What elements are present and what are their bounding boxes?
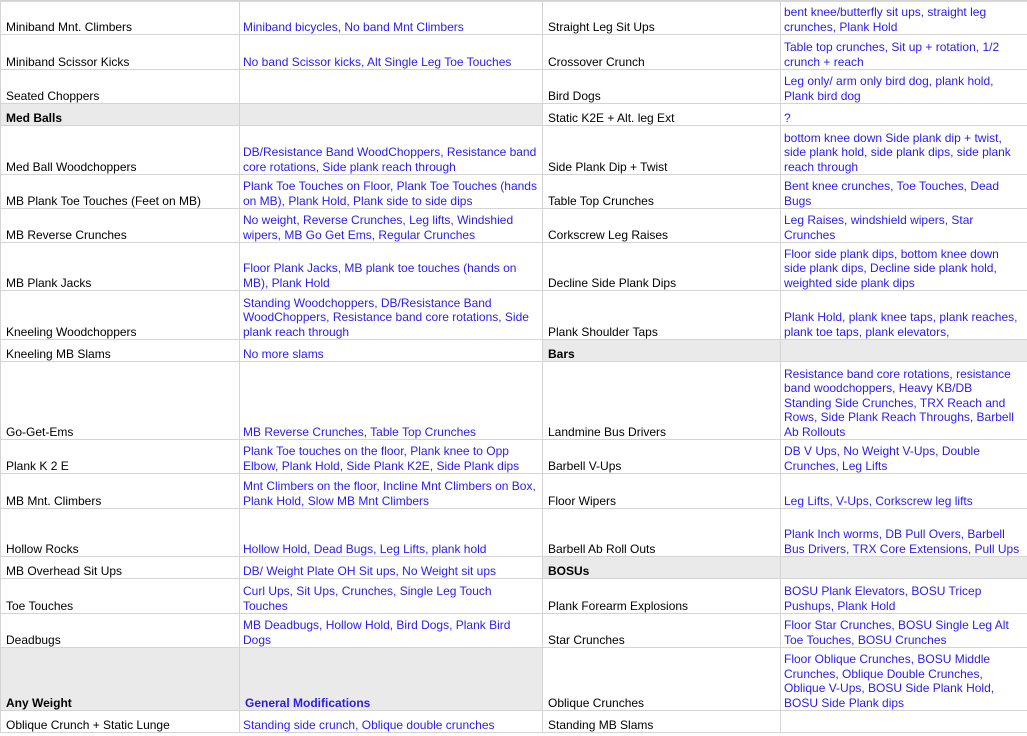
modification-cell[interactable]: Table top crunches, Sit up + rotation, 1/2 crunch + reach bbox=[781, 35, 1027, 70]
exercise-cell[interactable]: Table Top Crunches bbox=[543, 175, 781, 209]
exercise-cell[interactable]: Barbell Ab Roll Outs bbox=[543, 509, 781, 557]
table-row bbox=[1, 614, 1027, 648]
modification-cell[interactable]: MB Deadbugs, Hollow Hold, Bird Dogs, Plank Bird Dogs bbox=[240, 614, 543, 648]
table-row bbox=[1, 579, 1027, 614]
modification-cell[interactable]: Plank Hold, plank knee taps, plank reaches, plank toe taps, plank elevators, bbox=[781, 291, 1027, 340]
modification-cell[interactable] bbox=[781, 711, 1027, 733]
exercise-cell[interactable]: Corkscrew Leg Raises bbox=[543, 209, 781, 243]
table-row bbox=[1, 340, 1027, 362]
exercise-cell[interactable]: Barbell V-Ups bbox=[543, 440, 781, 474]
exercise-cell[interactable]: Hollow Rocks bbox=[1, 509, 240, 557]
modification-cell[interactable]: Miniband bicycles, No band Mnt Climbers bbox=[240, 1, 543, 35]
modification-cell[interactable]: Plank Toe touches on the floor, Plank knee to Opp Elbow, Plank Hold, Side Plank K2E, Side Plank dips bbox=[240, 440, 543, 474]
section-header-cell[interactable]: Med Balls bbox=[1, 104, 240, 126]
table-row bbox=[1, 474, 1027, 509]
exercise-cell[interactable]: Plank Forearm Explosions bbox=[543, 579, 781, 614]
table-row bbox=[1, 440, 1027, 474]
modification-cell[interactable]: No weight, Reverse Crunches, Leg lifts, Windshied wipers, MB Go Get Ems, Regular Crunches bbox=[240, 209, 543, 243]
exercise-cell[interactable]: MB Overhead Sit Ups bbox=[1, 557, 240, 579]
exercise-cell[interactable]: Seated Choppers bbox=[1, 70, 240, 104]
modification-cell[interactable]: Plank Inch worms, DB Pull Overs, Barbell Bus Drivers, TRX Core Extensions, Pull Ups bbox=[781, 509, 1027, 557]
exercise-cell[interactable]: Straight Leg Sit Ups bbox=[543, 1, 781, 35]
modification-cell[interactable]: Floor Oblique Crunches, BOSU Middle Crunches, Oblique Double Crunches, Oblique V-Ups, BOSU Side Plank Hold, BOSU Side Plank dips bbox=[781, 648, 1027, 711]
table-row bbox=[1, 70, 1027, 104]
modification-cell[interactable]: Standing Woodchoppers, DB/Resistance Band WoodChoppers, Resistance band core rotations, Side plank reach through bbox=[240, 291, 543, 340]
exercise-cell[interactable]: Static K2E + Alt. leg Ext bbox=[543, 104, 781, 126]
exercise-cell[interactable]: Decline Side Plank Dips bbox=[543, 243, 781, 291]
exercise-cell[interactable]: Star Crunches bbox=[543, 614, 781, 648]
modification-cell[interactable] bbox=[240, 70, 543, 104]
modification-cell[interactable]: Floor Star Crunches, BOSU Single Leg Alt Toe Touches, BOSU Crunches bbox=[781, 614, 1027, 648]
modification-cell[interactable]: ? bbox=[781, 104, 1027, 126]
table-row bbox=[1, 509, 1027, 557]
table-row bbox=[1, 648, 1027, 711]
modification-cell[interactable]: Bent knee crunches, Toe Touches, Dead Bugs bbox=[781, 175, 1027, 209]
exercise-cell[interactable]: Crossover Crunch bbox=[543, 35, 781, 70]
modification-cell[interactable]: MB Reverse Crunches, Table Top Crunches bbox=[240, 362, 543, 440]
table-row bbox=[1, 1, 1027, 35]
exercise-cell[interactable]: Plank K 2 E bbox=[1, 440, 240, 474]
section-header-cell[interactable]: Bars bbox=[543, 340, 781, 362]
section-header-cell[interactable]: BOSUs bbox=[543, 557, 781, 579]
modification-cell[interactable]: DB/ Weight Plate OH Sit ups, No Weight sit ups bbox=[240, 557, 543, 579]
section-header-cell[interactable]: Any Weight bbox=[1, 648, 240, 711]
modification-cell[interactable]: BOSU Plank Elevators, BOSU Tricep Pushups, Plank Hold bbox=[781, 579, 1027, 614]
general-modifications-header[interactable]: General Modifications bbox=[240, 648, 543, 711]
exercise-cell[interactable]: Bird Dogs bbox=[543, 70, 781, 104]
exercise-cell[interactable]: Miniband Mnt. Climbers bbox=[1, 1, 240, 35]
table-row bbox=[1, 291, 1027, 340]
modification-cell[interactable]: bottom knee down Side plank dip + twist, side plank hold, side plank dips, side plank reach through bbox=[781, 126, 1027, 175]
exercise-cell[interactable]: MB Mnt. Climbers bbox=[1, 474, 240, 509]
modification-cell[interactable]: No band Scissor kicks, Alt Single Leg Toe Touches bbox=[240, 35, 543, 70]
exercise-cell[interactable]: Oblique Crunch + Static Lunge bbox=[1, 711, 240, 733]
modification-cell[interactable]: Floor Plank Jacks, MB plank toe touches (hands on MB), Plank Hold bbox=[240, 243, 543, 291]
exercise-cell[interactable]: Med Ball Woodchoppers bbox=[1, 126, 240, 175]
table-row bbox=[1, 209, 1027, 243]
table-row bbox=[1, 557, 1027, 579]
modification-cell[interactable]: Curl Ups, Sit Ups, Crunches, Single Leg Touch Touches bbox=[240, 579, 543, 614]
table-row bbox=[1, 243, 1027, 291]
exercise-cell[interactable]: Deadbugs bbox=[1, 614, 240, 648]
modification-cell[interactable]: DB V Ups, No Weight V-Ups, Double Crunches, Leg Lifts bbox=[781, 440, 1027, 474]
modification-cell[interactable] bbox=[781, 557, 1027, 579]
exercise-cell[interactable]: MB Plank Jacks bbox=[1, 243, 240, 291]
table-row bbox=[1, 104, 1027, 126]
modification-cell[interactable]: bent knee/butterfly sit ups, straight leg crunches, Plank Hold bbox=[781, 1, 1027, 35]
table-row bbox=[1, 711, 1027, 733]
modification-cell[interactable]: Leg Lifts, V-Ups, Corkscrew leg lifts bbox=[781, 474, 1027, 509]
modification-cell[interactable]: No more slams bbox=[240, 340, 543, 362]
modification-cell[interactable]: Standing side crunch, Oblique double crunches bbox=[240, 711, 543, 733]
table-row bbox=[1, 126, 1027, 175]
exercise-cell[interactable]: Miniband Scissor Kicks bbox=[1, 35, 240, 70]
table-row bbox=[1, 362, 1027, 440]
modification-cell[interactable]: Leg Raises, windshield wipers, Star Crunches bbox=[781, 209, 1027, 243]
exercise-cell[interactable]: MB Plank Toe Touches (Feet on MB) bbox=[1, 175, 240, 209]
exercise-cell[interactable]: Toe Touches bbox=[1, 579, 240, 614]
modification-cell[interactable]: Floor side plank dips, bottom knee down side plank dips, Decline side plank hold, weighted side plank dips bbox=[781, 243, 1027, 291]
modification-cell[interactable]: DB/Resistance Band WoodChoppers, Resistance band core rotations, Side plank reach through bbox=[240, 126, 543, 175]
table-row bbox=[1, 175, 1027, 209]
exercise-cell[interactable]: Kneeling MB Slams bbox=[1, 340, 240, 362]
modification-cell[interactable]: Resistance band core rotations, resistance band woodchoppers, Heavy KB/DB Standing Side Crunches, TRX Reach and Rows, Side Plank Reach Throughs, Barbell Ab Rollouts bbox=[781, 362, 1027, 440]
modification-cell[interactable]: Leg only/ arm only bird dog, plank hold, Plank bird dog bbox=[781, 70, 1027, 104]
modification-cell[interactable] bbox=[240, 104, 543, 126]
modification-cell[interactable] bbox=[781, 340, 1027, 362]
exercise-cell[interactable]: Standing MB Slams bbox=[543, 711, 781, 733]
exercise-cell[interactable]: Plank Shoulder Taps bbox=[543, 291, 781, 340]
exercise-cell[interactable]: MB Reverse Crunches bbox=[1, 209, 240, 243]
exercise-cell[interactable]: Floor Wipers bbox=[543, 474, 781, 509]
modification-cell[interactable]: Hollow Hold, Dead Bugs, Leg Lifts, plank hold bbox=[240, 509, 543, 557]
exercise-cell[interactable]: Oblique Crunches bbox=[543, 648, 781, 711]
modification-cell[interactable]: Mnt Climbers on the floor, Incline Mnt Climbers on Box, Plank Hold, Slow MB Mnt Climbers bbox=[240, 474, 543, 509]
exercise-cell[interactable]: Go-Get-Ems bbox=[1, 362, 240, 440]
modification-cell[interactable]: Plank Toe Touches on Floor, Plank Toe Touches (hands on MB), Plank Hold, Plank side to side dips bbox=[240, 175, 543, 209]
exercise-cell[interactable]: Kneeling Woodchoppers bbox=[1, 291, 240, 340]
exercise-cell[interactable]: Landmine Bus Drivers bbox=[543, 362, 781, 440]
exercise-cell[interactable]: Side Plank Dip + Twist bbox=[543, 126, 781, 175]
table-row bbox=[1, 35, 1027, 70]
